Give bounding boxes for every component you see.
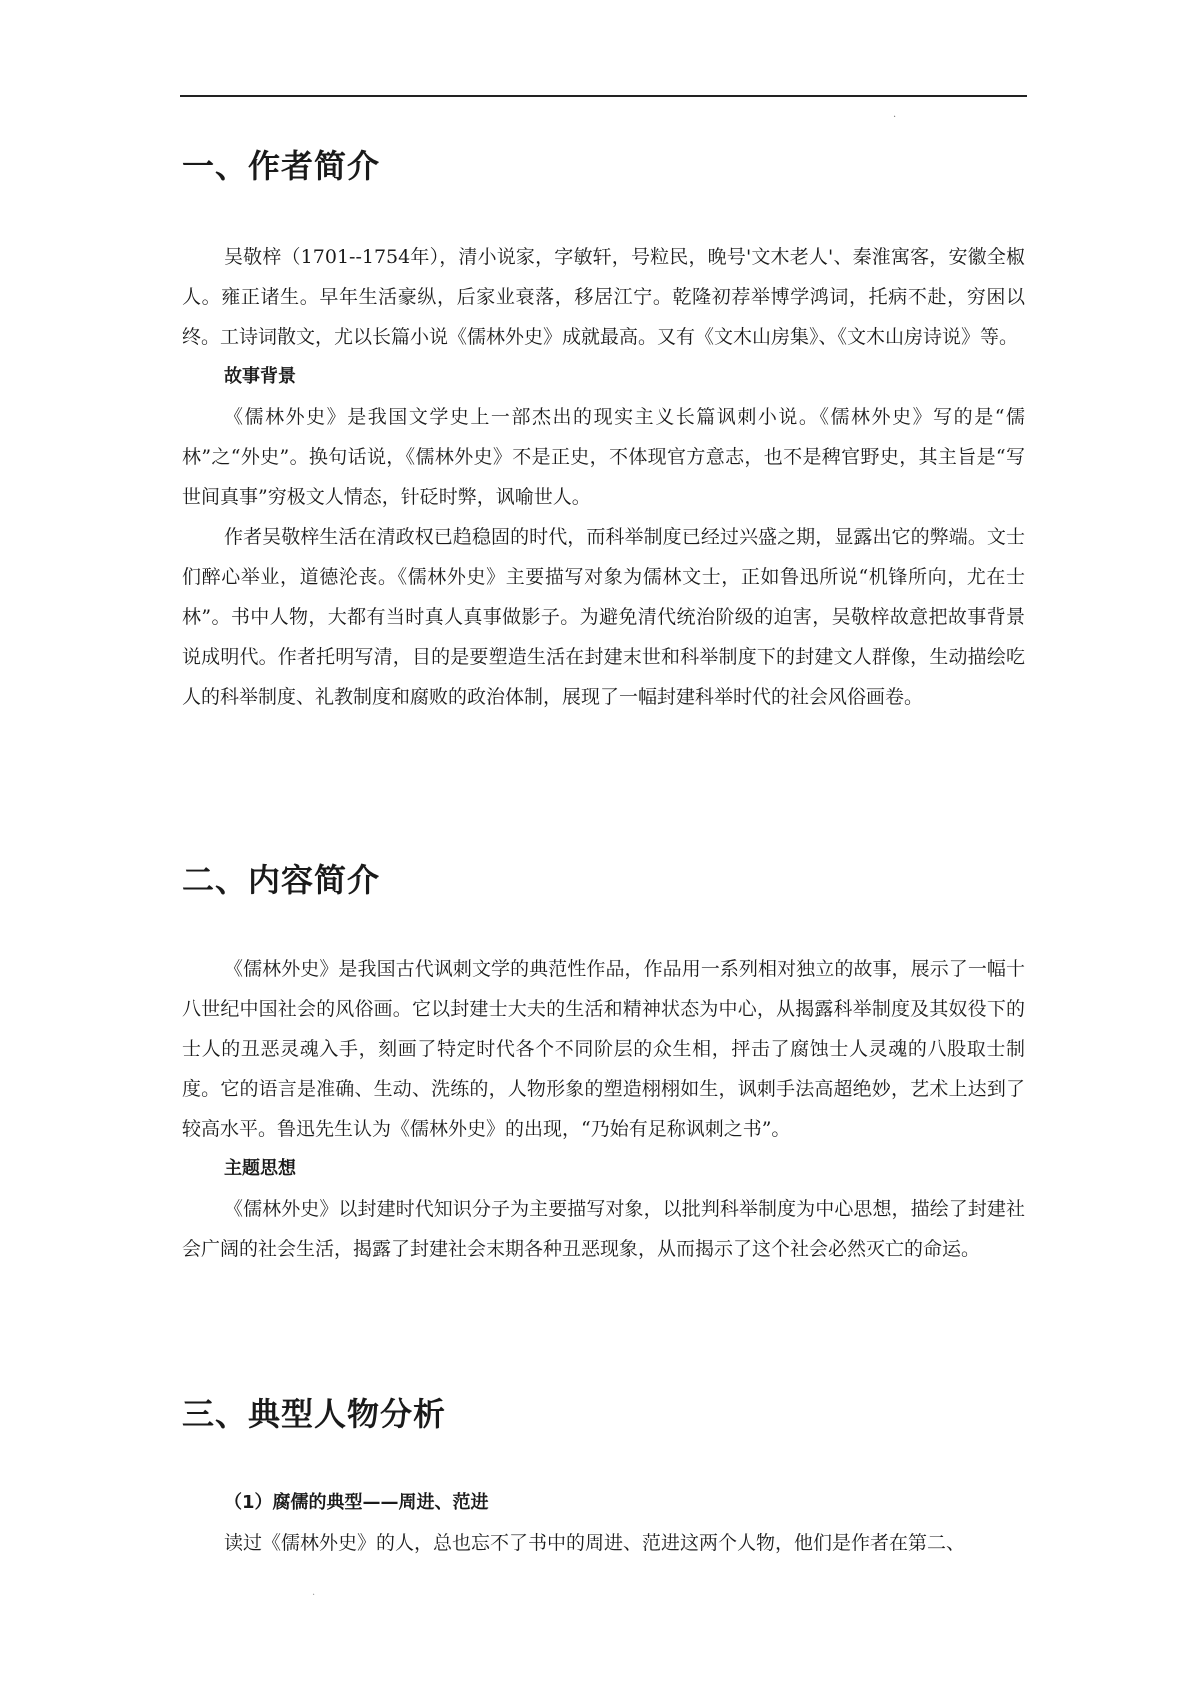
section-title-characters: 三、典型人物分析 [182, 1395, 447, 1433]
footer-mark: . [312, 1587, 316, 1598]
paragraph: 读过《儒林外史》的人，总也忘不了书中的周进、范进这两个人物，他们是作者在第二、 [224, 1532, 966, 1554]
subsection-title-background: 故事背景 [224, 366, 296, 387]
section-body-content [182, 949, 1025, 1269]
section-body-author [182, 237, 1025, 717]
paragraph: 作者吴敬梓生活在清政权已趋稳固的时代，而科举制度已经过兴盛之期，显露出它的弊端。文士们醉心举业，道德沦丧。《儒林外史》主要描写对象为儒林文士，正如鲁迅所说“机锋所向，尤在士林”。书中人物，大都有当时真人真事做影子。为避免清代统治阶级的迫害，吴敬梓故意把故事背景说成明代。作者托明写清，目的是要塑造生活在封建末世和科举制度下的封建文人群像，生动描绘吃人的科举制度、礼教制度和腐败的政治体制，展现了一幅封建科举时代的社会风俗画卷。 [182, 526, 1025, 708]
section-body-characters [182, 1483, 1025, 1563]
header-mark: . [893, 109, 897, 120]
subsection-title-zhoujin-fanjin: （1）腐儒的典型——周进、范进 [224, 1492, 489, 1513]
header-rule [180, 95, 1027, 97]
subsection-title-theme: 主题思想 [224, 1158, 296, 1179]
paragraph: 吴敬梓（1701--1754年），清小说家，字敏轩，号粒民，晚号'文木老人'、秦淮寓客，安徽全椒人。雍正诸生。早年生活豪纵，后家业衰落，移居江宁。乾隆初荐举博学鸿词，托病不赴，穷困以终。工诗词散文，尤以长篇小说《儒林外史》成就最高。又有《文木山房集》、《文木山房诗说》等。 [182, 246, 1025, 348]
paragraph: 《儒林外史》是我国文学史上一部杰出的现实主义长篇讽刺小说。《儒林外史》写的是“儒林”之“外史”。换句话说，《儒林外史》不是正史，不体现官方意志，也不是稗官野史，其主旨是“写世间真事”穷极文人情态，针砭时弊，讽喻世人。 [182, 406, 1025, 508]
paragraph: 《儒林外史》是我国古代讽刺文学的典范性作品，作品用一系列相对独立的故事，展示了一幅十八世纪中国社会的风俗画。它以封建士大夫的生活和精神状态为中心，从揭露科举制度及其奴役下的士人的丑恶灵魂入手，刻画了特定时代各个不同阶层的众生相，抨击了腐蚀士人灵魂的八股取士制度。它的语言是准确、生动、洗练的，人物形象的塑造栩栩如生，讽刺手法高超绝妙，艺术上达到了较高水平。鲁迅先生认为《儒林外史》的出现，“乃始有足称讽刺之书”。 [182, 958, 1025, 1140]
paragraph: 《儒林外史》以封建时代知识分子为主要描写对象，以批判科举制度为中心思想，描绘了封建社会广阔的社会生活，揭露了封建社会末期各种丑恶现象，从而揭示了这个社会必然灭亡的命运。 [182, 1198, 1025, 1260]
section-title-author: 一、作者简介 [182, 147, 381, 185]
section-title-content: 二、内容简介 [182, 861, 381, 899]
